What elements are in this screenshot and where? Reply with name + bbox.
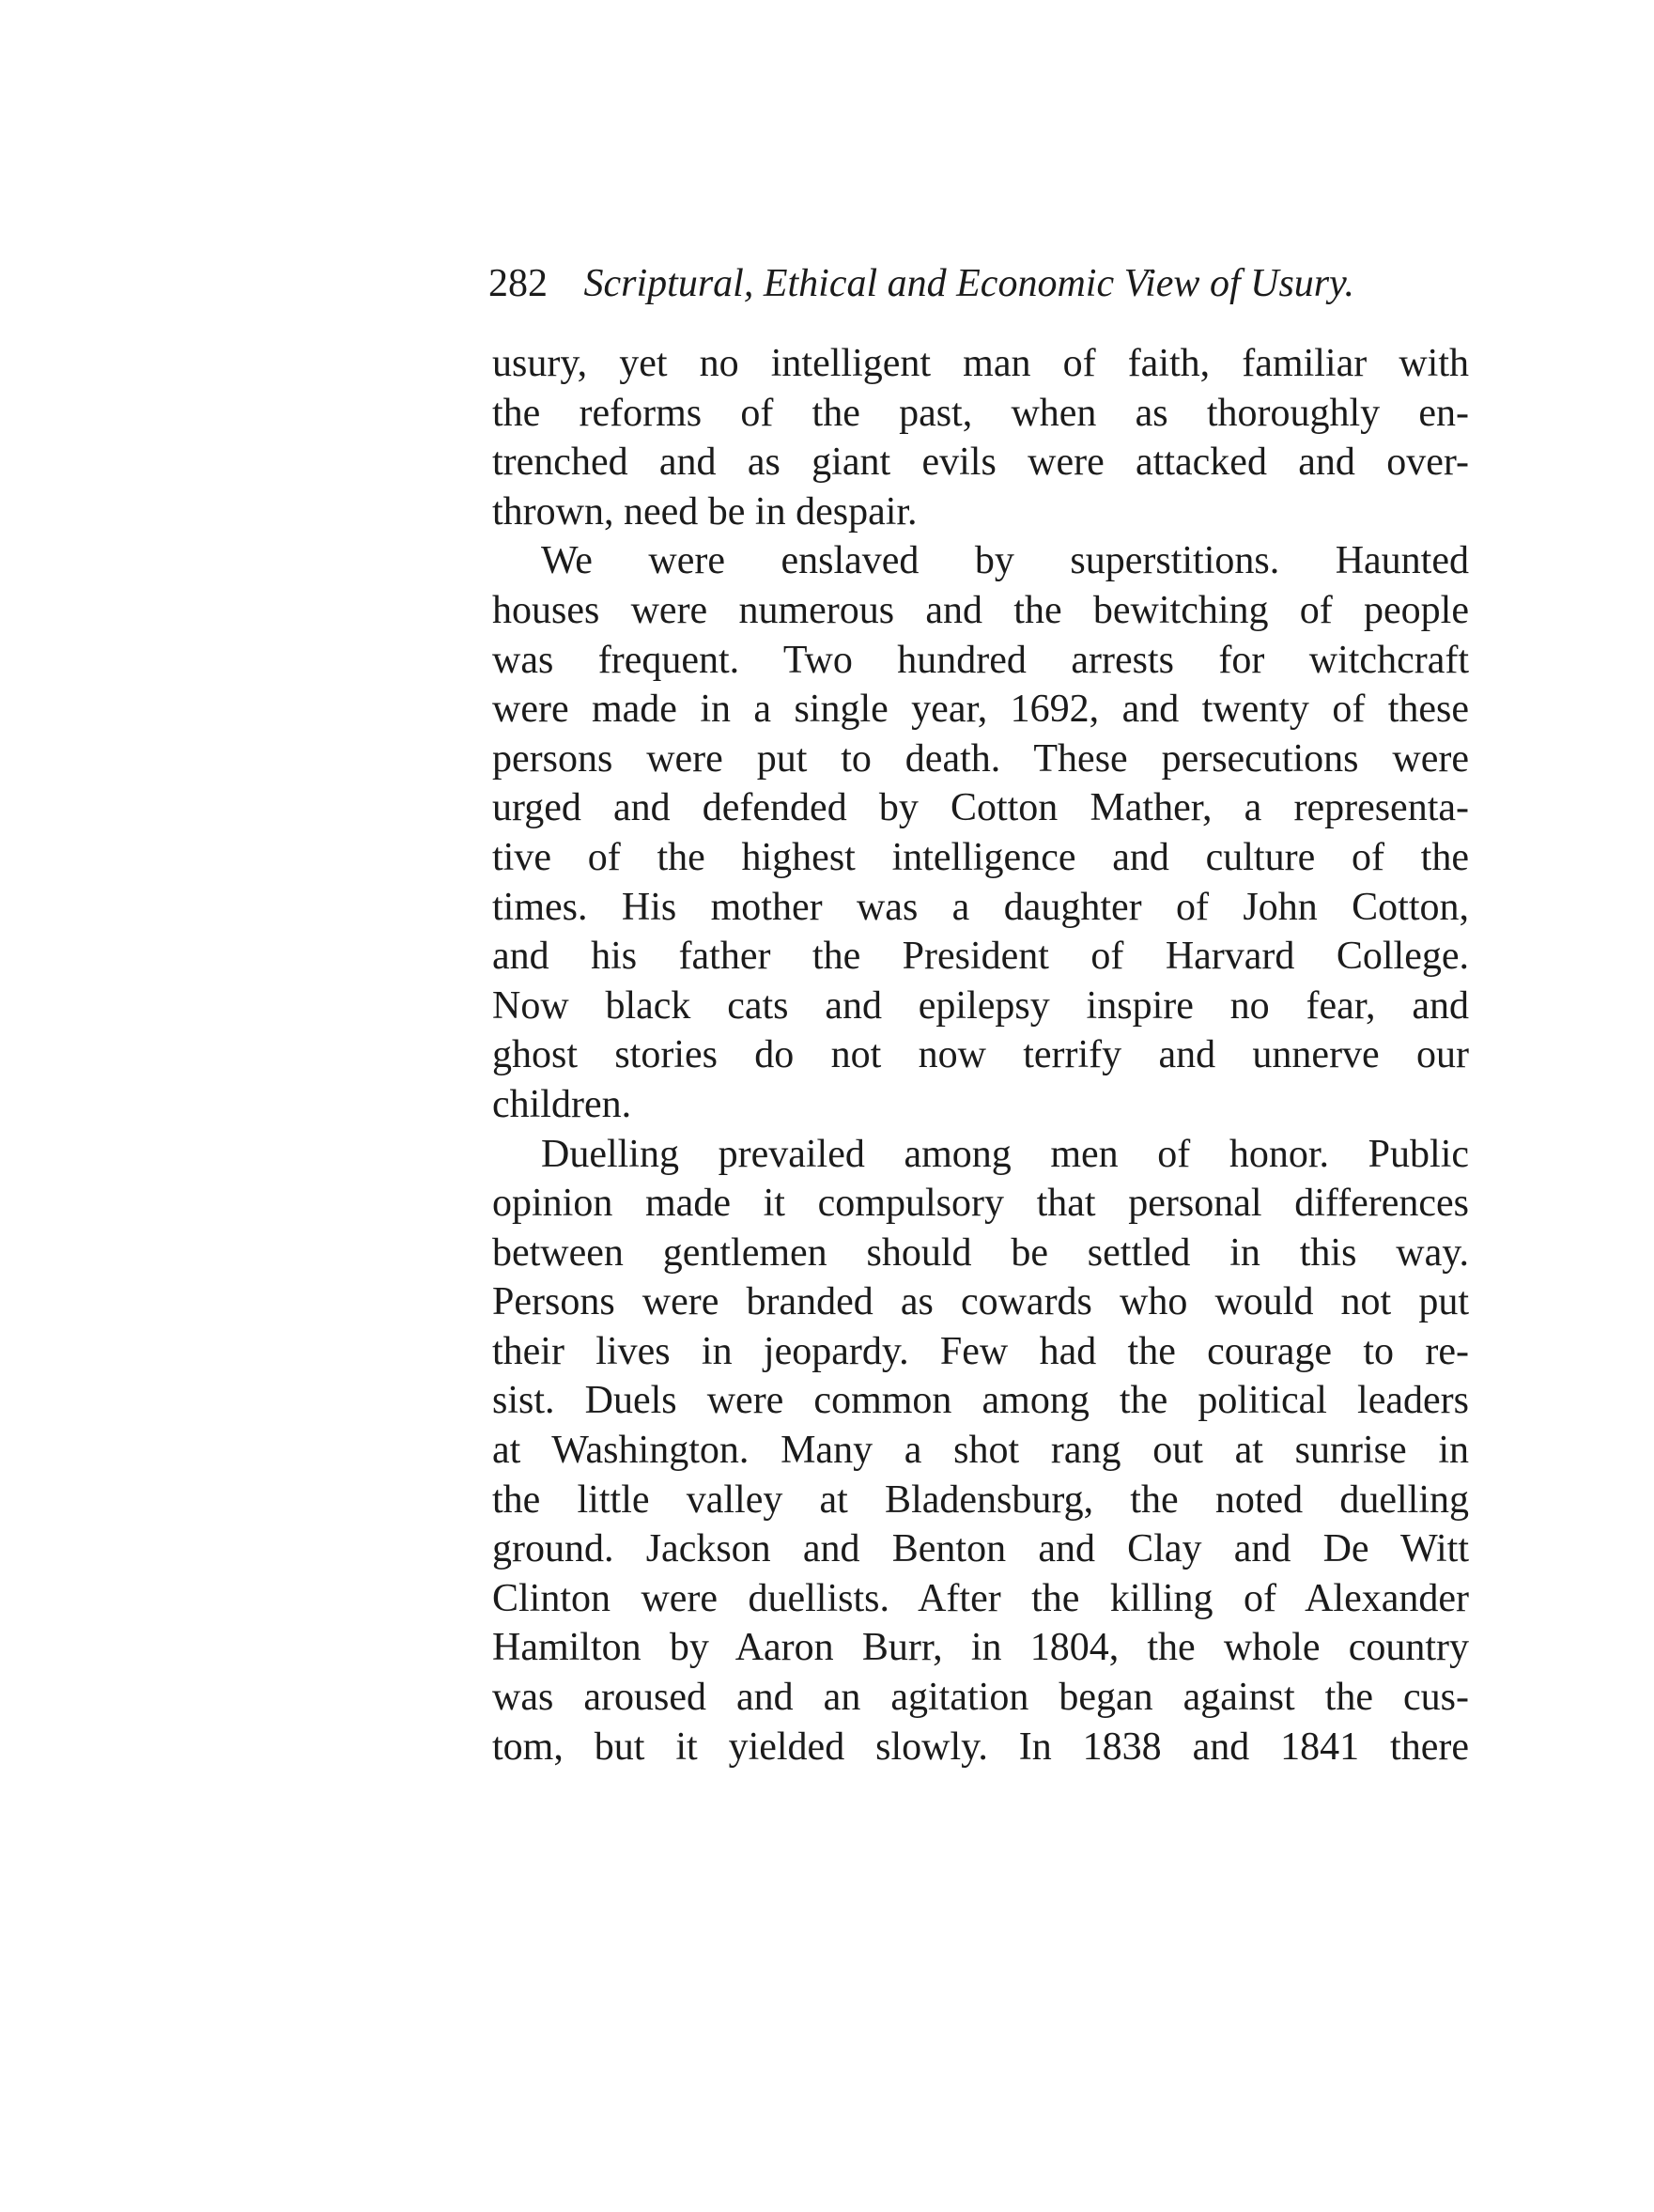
text-line: houses were numerous and the bewitching of people: [492, 588, 1469, 632]
text-line: were made in a single year, 1692, and twenty of these: [492, 688, 1469, 732]
text-line: thrown, need be in despair.: [492, 489, 918, 534]
text-line: tive of the highest intelligence and culture of the: [492, 835, 1469, 879]
text-line: their lives in jeopardy. Few had the courage to re-: [492, 1329, 1469, 1373]
text-line: Persons were branded as cowards who would not put: [492, 1280, 1469, 1324]
text-line: the reforms of the past, when as thoroughly en-: [492, 391, 1469, 435]
page-number: 282: [488, 262, 548, 305]
text-line: tom, but it yielded slowly. In 1838 and 1841 there: [492, 1725, 1469, 1769]
text-line: persons were put to death. These persecutions were: [492, 736, 1469, 781]
text-line: opinion made it compulsory that personal differences: [492, 1182, 1469, 1226]
text-line: between gentlemen should be settled in this way.: [492, 1230, 1469, 1275]
text-line: children.: [492, 1082, 632, 1126]
running-head: [488, 255, 1465, 312]
text-line: was aroused and an agitation began against the cus-: [492, 1676, 1469, 1720]
text-line: Hamilton by Aaron Burr, in 1804, the whole country: [492, 1626, 1469, 1670]
text-line: at Washington. Many a shot rang out at sunrise in: [492, 1429, 1469, 1473]
text-line: ground. Jackson and Benton and Clay and De Witt: [492, 1527, 1469, 1571]
text-line: times. His mother was a daughter of John Cotton,: [492, 885, 1469, 929]
text-line: the little valley at Bladensburg, the noted duelling: [492, 1477, 1469, 1522]
running-title: Scriptural, Ethical and Economic View of Usury.: [583, 262, 1354, 305]
text-line: sist. Duels were common among the political leaders: [492, 1379, 1469, 1423]
paragraph-first-line: Duelling prevailed among men of honor. Public: [541, 1132, 1469, 1176]
body-text: [492, 339, 1469, 1771]
text-line: urged and defended by Cotton Mather, a representa-: [492, 786, 1469, 830]
text-line: Clinton were duellists. After the killing of Alexander: [492, 1576, 1469, 1620]
text-line: Now black cats and epilepsy inspire no fear, and: [492, 983, 1469, 1028]
text-line: trenched and as giant evils were attacked and over-: [492, 441, 1469, 485]
text-line: and his father the President of Harvard College.: [492, 935, 1469, 979]
paragraph-first-line: We were enslaved by superstitions. Haunted: [541, 539, 1469, 583]
text-line: usury, yet no intelligent man of faith, familiar with: [492, 342, 1469, 385]
text-line: was frequent. Two hundred arrests for witchcraft: [492, 638, 1469, 682]
text-line: ghost stories do not now terrify and unnerve our: [492, 1033, 1469, 1077]
